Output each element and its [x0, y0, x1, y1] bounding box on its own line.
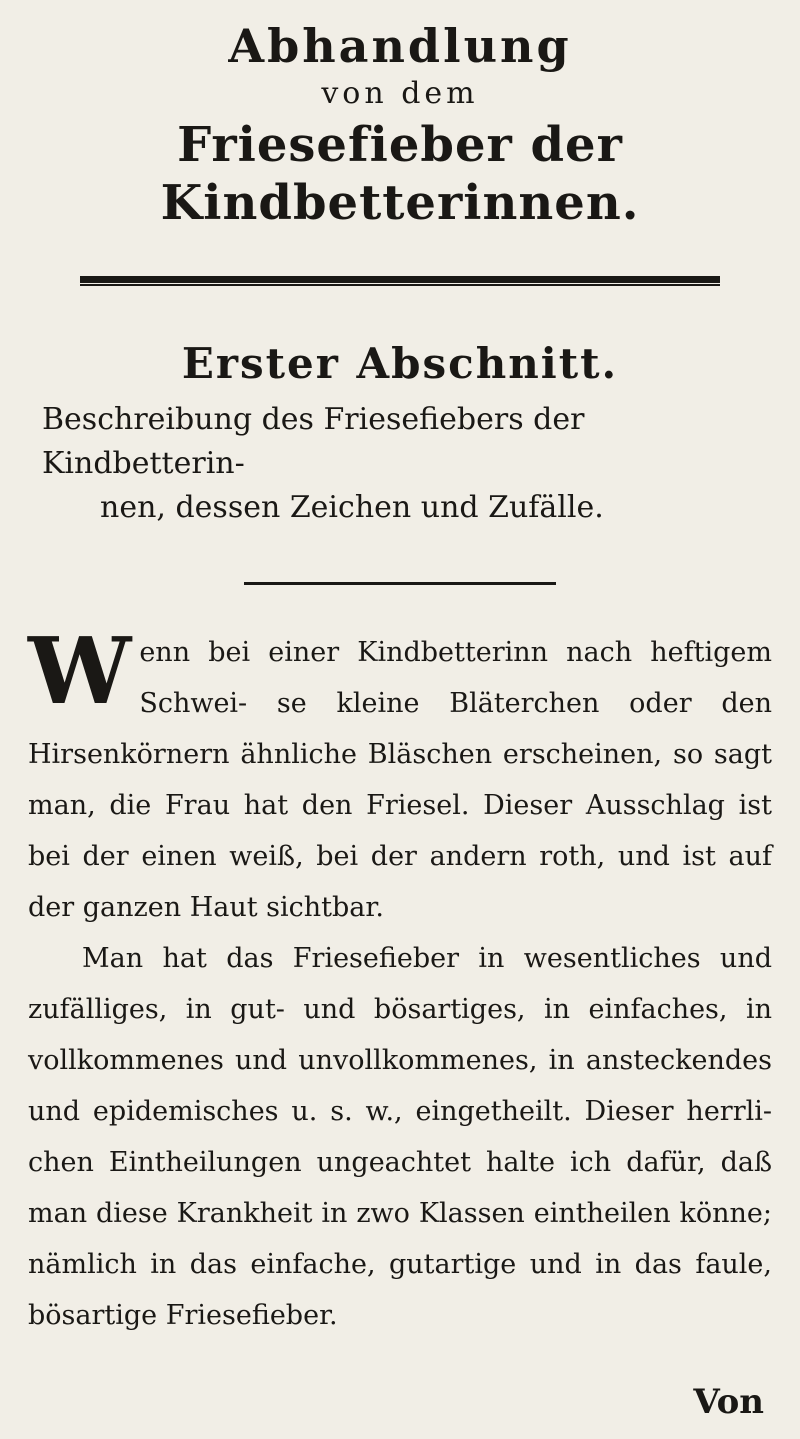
treatise-heading: Abhandlung: [228, 19, 572, 73]
double-divider: [80, 276, 720, 286]
treatise-subheading: von dem: [321, 76, 479, 111]
catchword: Von: [693, 1382, 764, 1422]
drop-cap: W: [28, 617, 132, 725]
section-description-line-2: nen, dessen Zeichen und Zufälle.: [100, 490, 604, 525]
section-description: [28, 398, 772, 530]
paragraph-1-text: enn bei einer Kindbetterinn nach heftigem Schwei- se kleine Bläterchen oder den Hirsenkörnern ähnliche Bläschen erscheinen, so sagt man, die Frau hat den Friesel. Dieser Ausschlag ist bei der einen weiß, bei der andern roth, und ist auf der ganzen Haut sichtbar.: [28, 637, 772, 923]
body-text: [28, 617, 772, 1341]
paragraph-1: [28, 617, 772, 933]
paragraph-2: Man hat das Friesefieber in wesentliches und zufälliges, in gut- und bösartiges, in einfaches, in vollkommenes und unvollkommenes, in ansteckendes und epidemisches u. s. w., eingetheilt. Dieser herrli- chen Eintheilungen ungeachtet halte ich dafür, daß man diese Krankheit in zwo Klassen eintheilen könne; nämlich in das einfache, gutartige und in das faule, bösartige Friesefieber.: [28, 943, 772, 1331]
section-heading: Erster Abschnitt.: [181, 339, 619, 388]
treatise-title: Friesefieber der Kindbetterinnen.: [160, 117, 640, 231]
section-description-line-1: Beschreibung des Friesefiebers der Kindbetterin-: [42, 402, 585, 481]
single-divider: [244, 582, 556, 585]
